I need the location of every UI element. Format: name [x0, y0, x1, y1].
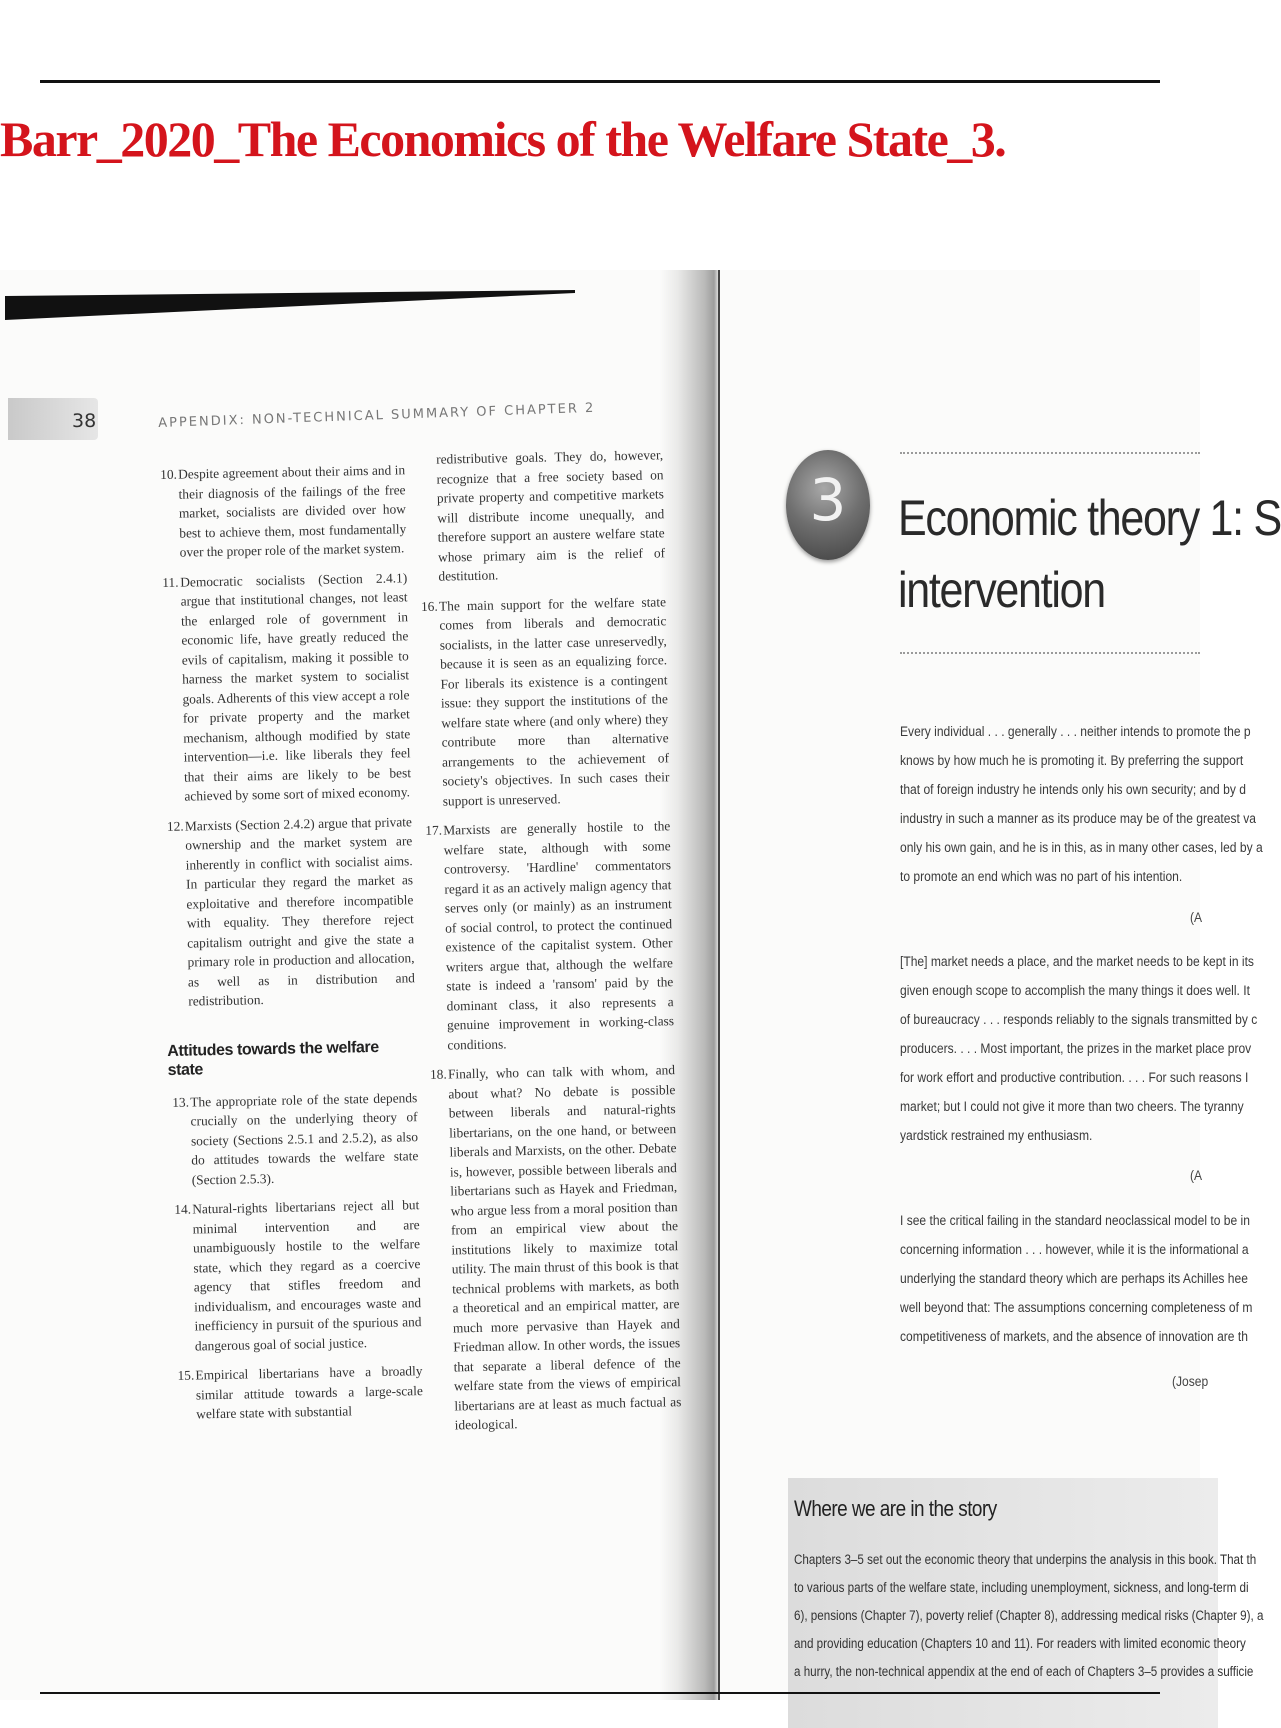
story-box-title: Where we are in the story — [794, 1496, 997, 1521]
paragraph-text: The main support for the welfare state comes from liberals and democratic socialists, in the latter case unreservedly, because it is seen as an equalizing force. For liberals its existence is a contingent issue: they support the institutions of the welfare state where (and only where) they contribute more than alternative arrangements to the achievement of society's objectives. In such cases their support is unreserved. — [438, 593, 670, 809]
quote-line: knows by how much he is promoting it. By preferring the support — [900, 753, 1244, 769]
story-box-text — [794, 1546, 1264, 1686]
chapter-number: 3 — [809, 466, 847, 534]
paragraph-text: redistributive goals. They do, however, recognize that a free society based on private property and competitive markets will distribute income unequally, and therefore support an austere welfare state whose primary aim is the relief of destitution. — [436, 447, 666, 584]
story-line: to various parts of the welfare state, including unemployment, sickness, and long-term di — [794, 1580, 1249, 1596]
paragraph-text: The appropriate role of the state depends crucially on the underlying theory of society (Sections 2.5.1 and 2.5.2), as also do attitudes towards the welfare state (Section 2.5.3). — [190, 1089, 419, 1188]
quote-attribution: (Josep — [1172, 1374, 1209, 1390]
quote-line: industry in such a manner as its produce may be of the greatest va — [900, 811, 1256, 827]
chapter-title-line: intervention — [898, 562, 1105, 618]
paragraph-number: 16. — [420, 598, 438, 614]
quote-line: Every individual . . . generally . . . neither intends to promote the p — [900, 724, 1251, 740]
section-heading: Attitudes towards the welfare state — [167, 1038, 379, 1079]
quote-line: I see the critical failing in the standard neoclassical model to be in — [900, 1213, 1250, 1229]
paragraph-number: 11. — [162, 574, 179, 590]
paragraph-number: 12. — [166, 818, 184, 834]
paragraph-number: 18. — [429, 1066, 447, 1082]
paragraph-number: 17. — [425, 822, 443, 838]
paragraph-text: Natural-rights libertarians reject all but minimal intervention and are unambiguously hostile to the welfare state, which they regard as a coercive agency that stifles freedom and individualism, and encourages waste and inefficiency in pursuit of the spurious and dangerous goal of social justice. — [192, 1197, 422, 1353]
quote-line: competitiveness of markets, and the absence of innovation are th — [900, 1329, 1248, 1345]
numbered-paragraph — [172, 1088, 419, 1190]
story-line: and providing education (Chapters 10 and 11). For readers with limited economic theory — [794, 1636, 1246, 1652]
quote-line: that of foreign industry he intends only his own security; and by d — [900, 782, 1246, 798]
numbered-paragraph — [421, 592, 670, 811]
story-line: Chapters 3–5 set out the economic theory that underpins the analysis in this book. That th — [794, 1552, 1257, 1568]
paragraph-text: Despite agreement about their aims and in their diagnosis of the failings of the free market, socialists are divided over how best to achieve them, most fundamentally over the proper role of the market system. — [178, 462, 407, 560]
scanned-book-spread — [0, 270, 1281, 1700]
quote-line: [The] market needs a place, and the market needs to be kept in its — [900, 954, 1254, 970]
page-edge-shadow — [5, 290, 575, 320]
quote-line: given enough scope to accomplish the many things it does well. It — [900, 983, 1250, 999]
paragraph-text: Marxists (Section 2.4.2) argue that private ownership and the market system are inherently in conflict with socialist aims. In particular they regard the market as exploitative and therefore incompatible with equality. They therefore reject capitalism outright and give the state a primary role in production and allocation, as well as in distribution and redistribution. — [184, 813, 416, 1009]
numbered-paragraph — [160, 460, 407, 562]
numbered-paragraph — [167, 812, 416, 1012]
quote-attribution: (A — [1190, 1168, 1203, 1184]
quote-line: concerning information . . . however, while it is the informational a — [900, 1242, 1249, 1258]
quote-line: of bureaucracy . . . responds reliably to the signals transmitted by c — [900, 1012, 1258, 1028]
dotted-rule-top — [900, 452, 1200, 454]
document-title: Barr_2020_The Economics of the Welfare State_3. — [0, 111, 1006, 167]
numbered-paragraph — [174, 1195, 422, 1356]
paragraph-number: 15. — [177, 1367, 195, 1383]
quote-line: to promote an end which was no part of his intention. — [900, 869, 1183, 885]
numbered-paragraph — [162, 568, 411, 807]
gutter-line — [718, 270, 720, 1700]
paragraph-number: 13. — [172, 1094, 190, 1110]
quote-line: market; but I could not give it more than two cheers. The tyranny — [900, 1099, 1244, 1115]
paragraph-text: Empirical libertarians have a broadly similar attitude towards a large-scale welfare state with substantial — [195, 1363, 423, 1422]
story-line: 6), pensions (Chapter 7), poverty relief (Chapter 8), addressing medical risks (Chapter 9), a — [794, 1608, 1264, 1624]
left-text-column — [160, 460, 424, 1434]
paragraph-number: 10. — [160, 466, 178, 482]
quote-attribution: (A — [1190, 910, 1203, 926]
paragraph-number: 14. — [174, 1201, 192, 1217]
story-line: a hurry, the non-technical appendix at the end of each of Chapters 3–5 provides a sufficie — [794, 1664, 1254, 1680]
quote-line: well beyond that: The assumptions concerning completeness of m — [900, 1300, 1253, 1316]
quote-line: underlying the standard theory which are perhaps its Achilles hee — [900, 1271, 1248, 1287]
top-rule — [40, 80, 1160, 83]
chapter-number-badge — [786, 450, 870, 560]
chapter-title-line: Economic theory 1: S — [898, 490, 1281, 546]
numbered-paragraph — [430, 1060, 682, 1435]
quote-line: for work effort and productive contribution. . . . For such reasons I — [900, 1070, 1249, 1086]
continued-paragraph — [418, 445, 666, 586]
paragraph-text: Finally, who can talk with whom, and about what? No debate is possible between liberals and natural-rights libertarians, on the one hand, or between liberals and Marxists, on the other. Debate is, however, possible between liberals and libertarians such as Hayek and Friedman, who argue less from a moral position than from an empirical view about the institutions likely to maximize total utility. The main thrust of this book is that technical problems with markets, as both a theoretical and an empirical matter, are much more pervasive than Hayek and Friedman allow. In other words, the issues that separate a liberal defence of the welfare state from the views of empirical libertarians are at least as much factual as ideological. — [447, 1062, 682, 1433]
epigraph-quote — [900, 718, 1263, 892]
quote-line: only his own gain, and he is in this, as in many other cases, led by a — [900, 840, 1263, 856]
running-head: APPENDIX: NON-TECHNICAL SUMMARY OF CHAPTER 2 — [158, 400, 596, 431]
epigraph-quote — [900, 1207, 1257, 1352]
page-number: 38 — [72, 410, 97, 432]
paragraph-text: Marxists are generally hostile to the welfare state, although with some controversy. 'Hardline' commentators regard it as an actively malign agency that serves only (or mainly) as an instrument of social control, to protect the continued existence of the capitalist system. Other writers argue that, although the welfare state is indeed a 'ransom' paid by the dominant class, it also represents a genuine improvement in working-class conditions. — [443, 818, 675, 1053]
bottom-rule — [40, 1692, 1160, 1694]
dotted-rule-bottom — [900, 652, 1200, 654]
numbered-paragraph — [425, 816, 674, 1055]
paragraph-text: Democratic socialists (Section 2.4.1) argue that institutional changes, not least the enlarged role of government in economic life, have greatly reduced the evils of capitalism, making it possible to harness the market system to socialist goals. Adherents of this view accept a role for private property and the market mechanism, although modified by state intervention—i.e. like liberals they feel that their aims are likely to be best achieved by some sort of mixed economy. — [180, 569, 412, 804]
quote-line: producers. . . . Most important, the prizes in the market place prov — [900, 1041, 1252, 1057]
quote-line: yardstick restrained my enthusiasm. — [900, 1128, 1093, 1144]
epigraph-quote — [900, 948, 1257, 1151]
numbered-paragraph — [177, 1361, 423, 1424]
right-text-column — [418, 445, 682, 1445]
chapter-title — [898, 482, 1281, 626]
